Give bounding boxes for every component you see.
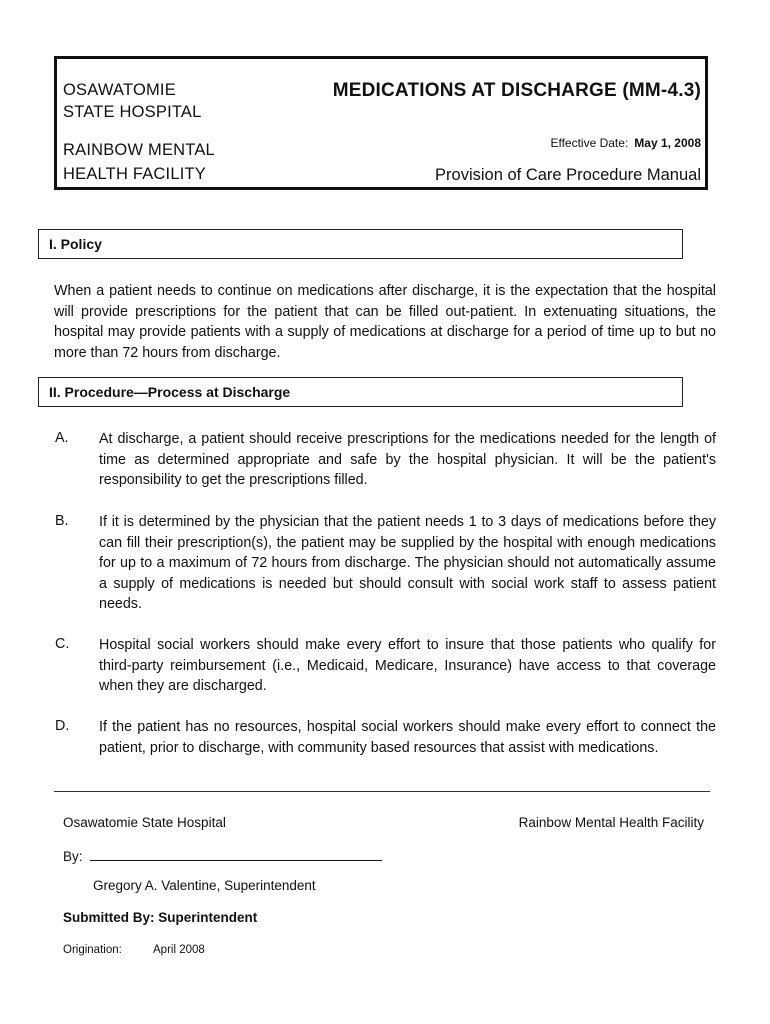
procedure-item-letter: D. [55,718,70,734]
effective-date [550,136,701,150]
signature-line [90,860,382,861]
footer-right-org: Rainbow Mental Health Facility [518,815,704,830]
policy-text: When a patient needs to continue on medications after discharge, it is the expectation that the hospital will provide prescriptions for the patient that can be filled out-patient. In extenuating situations, the hospital may provide patients with a supply of medications at discharge for a period of time up to but no more than 72 hours from discharge. [54,283,716,361]
footer-divider [54,791,710,792]
policy-heading-box [38,229,683,259]
document-header [54,56,708,190]
policy-heading: I. Policy [49,236,102,252]
origination-label: Origination: [63,944,122,956]
org-rainbow-line1: RAINBOW MENTAL [63,141,215,159]
procedure-item-text: At discharge, a patient should receive prescriptions for the medications needed for the length of time as determined appropriate and safe by the hospital physician. It will be the patient's responsibility to get the prescriptions filled. [99,431,716,489]
procedure-item-text: If it is determined by the physician that the patient needs 1 to 3 days of medications before they can fill their prescription(s), the patient may be supplied by the hospital with enough medications for up to a maximum of 72 hours from discharge. The physician should not automatically assume a supply of medications is needed but should consult with social work staff to assess patient needs. [99,514,716,613]
submitted-by: Submitted By: Superintendent [63,910,258,925]
procedure-heading-box [38,377,683,407]
signer-name: Gregory A. Valentine, Superintendent [93,878,316,893]
document-title: MEDICATIONS AT DISCHARGE (MM-4.3) [332,80,701,101]
org-osawatomie-line2: STATE HOSPITAL [63,103,202,121]
procedure-item-letter: A. [55,430,69,446]
effective-date-label: Effective Date: [550,136,629,150]
origination-value: April 2008 [153,944,205,956]
signature-by-label: By: [63,849,83,864]
procedure-heading: II. Procedure—Process at Discharge [49,384,291,400]
footer-left-org: Osawatomie State Hospital [63,815,226,830]
procedure-item-text: Hospital social workers should make every effort to insure that those patients who qualify for third-party reimbursement (i.e., Medicaid, Medicare, Insurance) have access to that coverage when they are discharged. [99,637,716,695]
procedure-item-letter: B. [55,513,69,529]
procedure-item-letter: C. [55,636,70,652]
manual-name: Provision of Care Procedure Manual [435,166,701,184]
org-osawatomie-line1: OSAWATOMIE [63,81,176,99]
procedure-item-text: If the patient has no resources, hospital social workers should make every effort to connect the patient, prior to discharge, with community based resources that assist with medications. [99,719,716,756]
effective-date-value: May 1, 2008 [634,136,701,150]
org-rainbow-line2: HEALTH FACILITY [63,165,206,183]
